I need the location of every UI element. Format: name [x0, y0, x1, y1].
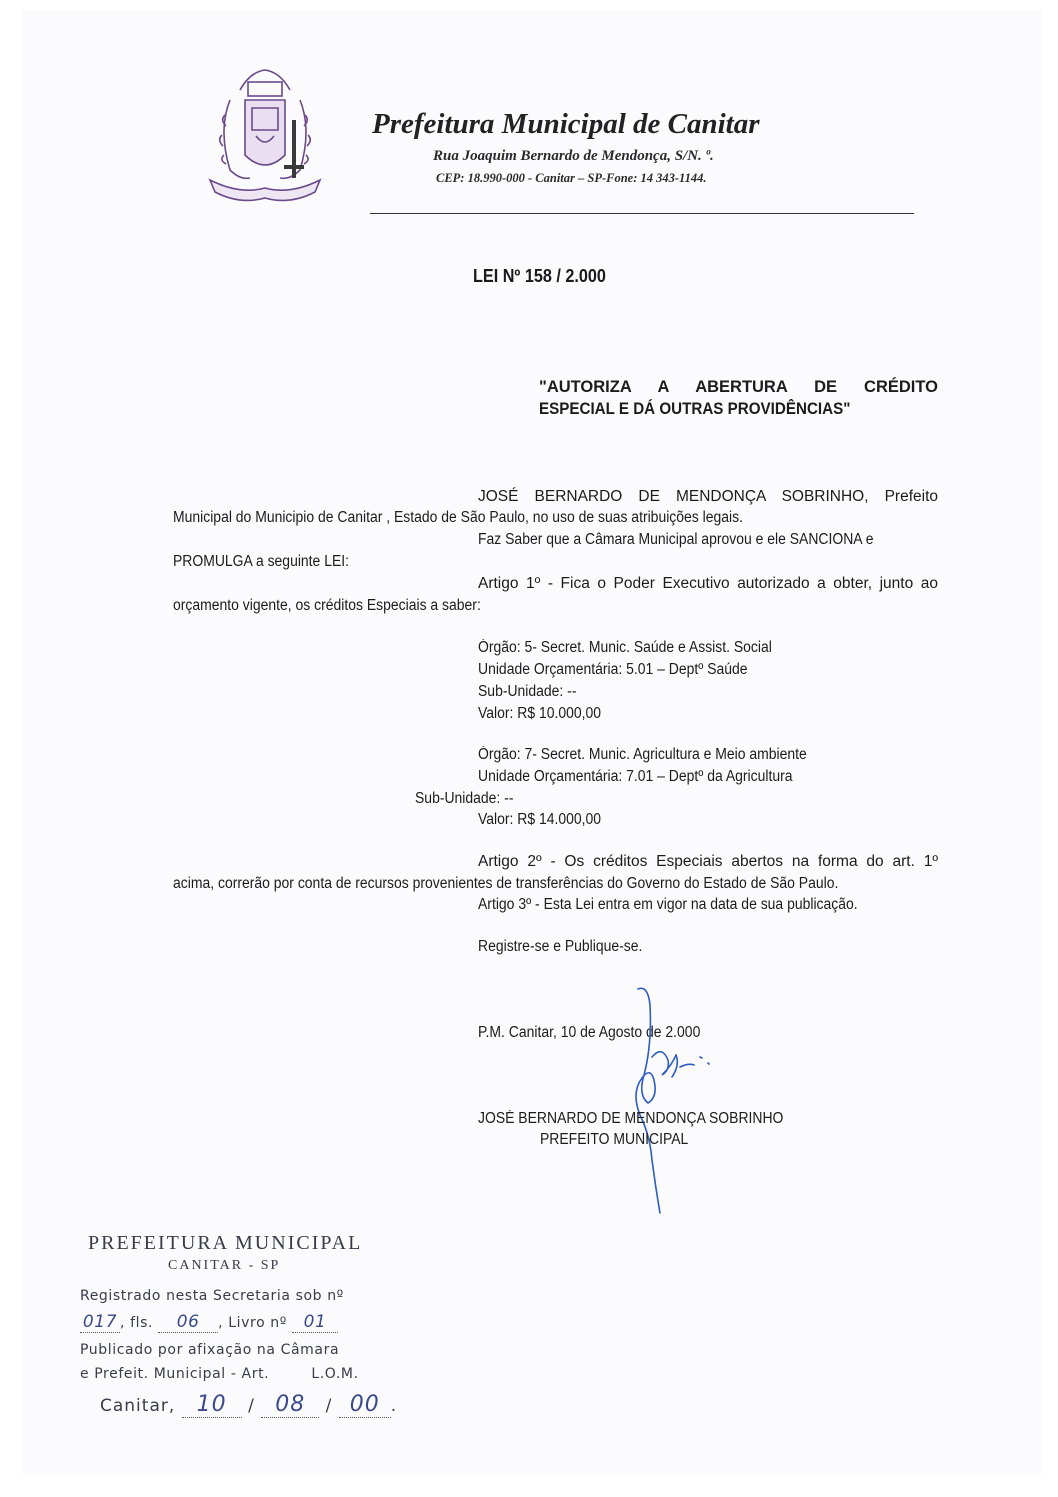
stamp-fls-value: 06 [158, 1312, 218, 1333]
credit-2-valor: Valor: R$ 14.000,00 [478, 811, 602, 828]
stamp-title: PREFEITURA MUNICIPAL [88, 1232, 363, 1254]
stamp-registration-line: Registrado nesta Secretaria sob nº [80, 1288, 344, 1304]
stamp-reg-number: 017 [80, 1312, 120, 1333]
stamp-publication-line: Publicado por afixação na Câmara [80, 1342, 340, 1358]
stamp-reference-line: 017 , fls. 06 , Livro nº 01 [80, 1312, 338, 1333]
paragraph-1-line-2: Municipal do Municipio de Canitar , Estado de São Paulo, no uso de suas atribuições legais. [173, 509, 743, 526]
stamp-date-day: 10 [182, 1392, 242, 1418]
letterhead-cep-phone: CEP: 18.990-000 - Canitar – SP-Fone: 14 343-1144. [436, 171, 707, 185]
place-and-date: P.M. Canitar, 10 de Agosto de 2.000 [478, 1024, 701, 1041]
credit-1-unidade: Unidade Orçamentária: 5.01 – Deptº Saúde [478, 661, 748, 678]
credit-2-subunidade: Sub-Unidade: -- [415, 790, 514, 807]
stamp-livro-value: 01 [292, 1312, 338, 1333]
stamp-article-label: e Prefeit. Municipal - Art. [80, 1366, 270, 1382]
paragraph-2-line-1: Faz Saber que a Câmara Municipal aprovou e ele SANCIONA e [478, 531, 874, 548]
law-number: LEI Nº 158 / 2.000 [473, 266, 606, 286]
stamp-date-year: 00 [339, 1392, 391, 1418]
stamp-livro-label: , Livro nº [218, 1315, 287, 1331]
paragraph-2-line-2: PROMULGA a seguinte LEI: [173, 553, 350, 570]
stamp-fls-label: fls. [130, 1315, 154, 1331]
stamp-date-label: Canitar, [100, 1396, 176, 1416]
handwritten-signature [610, 985, 730, 1215]
stamp-city: CANITAR - SP [168, 1258, 281, 1273]
letterhead-address: Rua Joaquim Bernardo de Mendonça, S/N. º. [433, 148, 714, 164]
paragraph-1-line-1: JOSÉ BERNARDO DE MENDONÇA SOBRINHO, Prefeito [478, 488, 938, 505]
stamp-lom-label: L.O.M. [311, 1366, 359, 1382]
article-2-line-2: acima, correrão por conta de recursos provenientes de transferências do Governo do Estado de São Paulo. [173, 875, 839, 892]
letterhead-title: Prefeitura Municipal de Canitar [372, 108, 760, 140]
credit-1-orgao: Órgão: 5- Secret. Munic. Saúde e Assist. Social [478, 639, 772, 656]
closing-formula: Registre-se e Publique-se. [478, 938, 643, 955]
stamp-date-line: Canitar, 10 / 08 / 00 . [100, 1392, 398, 1417]
ementa-line-1: "AUTORIZA A ABERTURA DE CRÉDITO [539, 378, 938, 396]
article-1-line-1: Artigo 1º - Fica o Poder Executivo autorizado a obter, junto ao [478, 575, 938, 592]
header-divider [370, 213, 914, 214]
ementa-line-2: ESPECIAL E DÁ OUTRAS PROVIDÊNCIAS" [539, 400, 851, 418]
stamp-date-month: 08 [261, 1392, 319, 1418]
signer-name: JOSÉ BERNARDO DE MENDONÇA SOBRINHO [478, 1110, 784, 1127]
credit-2-orgao: Órgão: 7- Secret. Munic. Agricultura e Meio ambiente [478, 746, 807, 763]
credit-1-subunidade: Sub-Unidade: -- [478, 683, 577, 700]
municipal-coat-of-arms-icon [200, 60, 330, 210]
article-2-line-1: Artigo 2º - Os créditos Especiais abertos na forma do art. 1º [478, 853, 938, 870]
credit-2-unidade: Unidade Orçamentária: 7.01 – Deptº da Agricultura [478, 768, 793, 785]
signer-title: PREFEITO MUNICIPAL [540, 1131, 689, 1148]
article-3: Artigo 3º - Esta Lei entra em vigor na data de sua publicação. [478, 896, 858, 913]
law-ementa [539, 376, 938, 420]
stamp-article-line [80, 1366, 359, 1382]
document-page [22, 10, 1042, 1475]
article-1-line-2: orçamento vigente, os créditos Especiais a saber: [173, 597, 481, 614]
credit-1-valor: Valor: R$ 10.000,00 [478, 705, 602, 722]
